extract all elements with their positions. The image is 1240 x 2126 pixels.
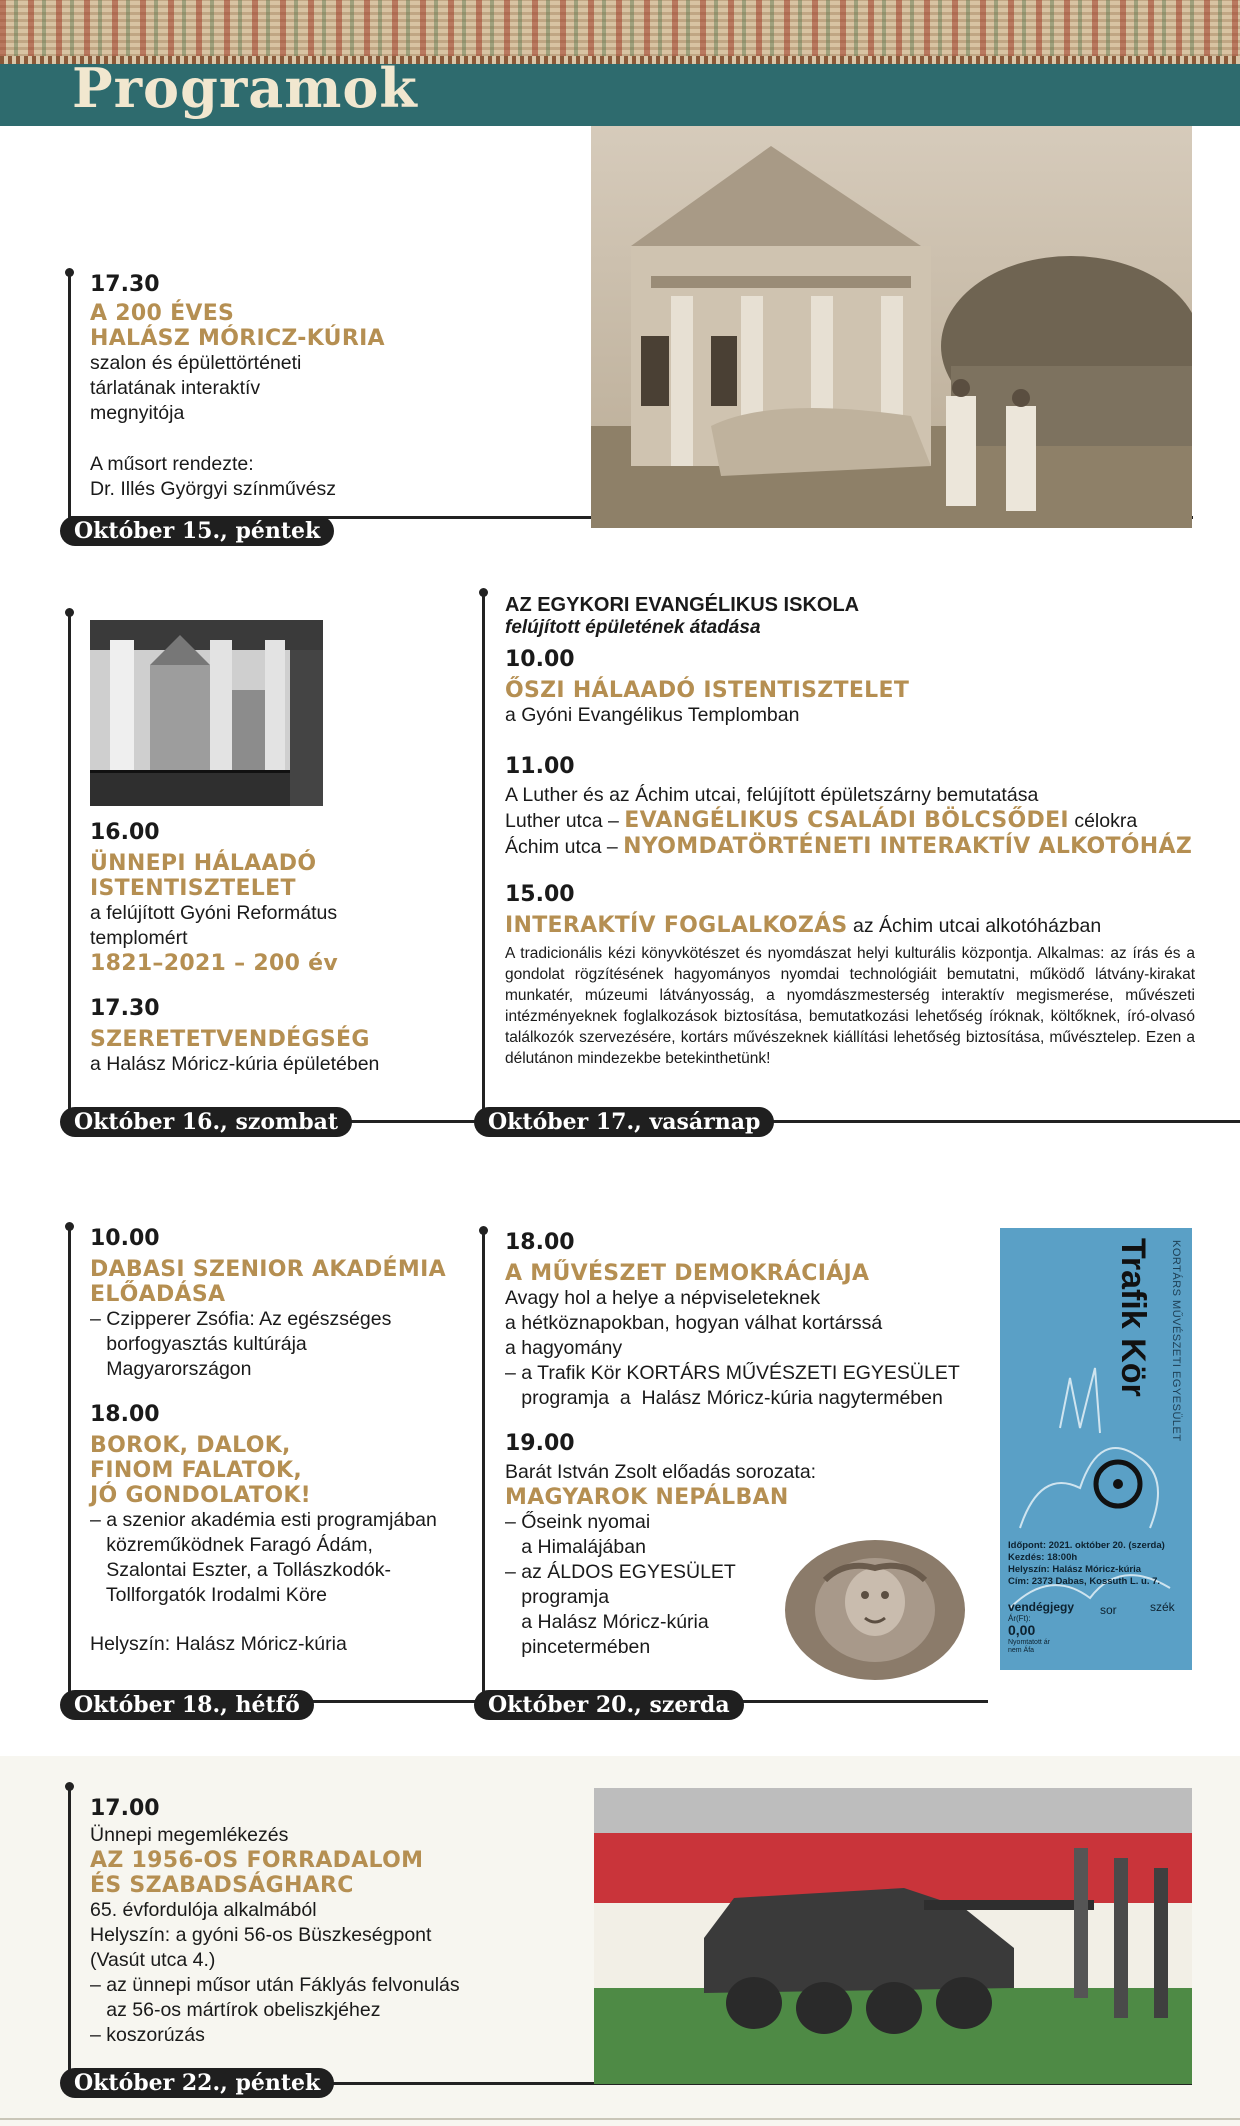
- timeline-dot: [65, 268, 74, 277]
- event-oct22: [90, 1796, 590, 2048]
- decorative-embroidery-border: [0, 0, 1240, 64]
- timeline-line: [482, 592, 485, 1122]
- event-subheading: felújított épületének átadása: [505, 617, 761, 638]
- date-badge: Október 20., szerda: [474, 1690, 744, 1720]
- event-title-line: HALÁSZ MÓRICZ-KÚRIA: [90, 326, 385, 351]
- ticket-price-label: Ár(Ft):: [1008, 1614, 1031, 1623]
- ticket-date: Időpont: 2021. október 20. (szerda): [1008, 1540, 1165, 1551]
- event-title-line: DABASI SZENIOR AKADÉMIA: [90, 1257, 446, 1282]
- line-prefix: Áchim utca –: [505, 836, 624, 858]
- event-desc-line: programja: [505, 1586, 610, 1608]
- event-desc-line: Szalontai Eszter, a Tollászkodók-: [90, 1559, 391, 1581]
- ticket-address: Cím: 2373 Dabas, Kossuth L. u. 7.: [1008, 1576, 1161, 1587]
- ticket-note: Nyomtatott ár: [1008, 1639, 1051, 1646]
- event-desc-line: (Vasút utca 4.): [90, 1949, 216, 1971]
- event-credit-line: A műsort rendezte:: [90, 453, 254, 475]
- event-title-line: ISTENTISZTELET: [90, 876, 296, 901]
- ticket-venue: Helyszín: Halász Móricz-kúria: [1008, 1564, 1142, 1575]
- event-desc-line: pincetermében: [505, 1636, 651, 1658]
- event-desc-line: – Őseink nyomai: [505, 1511, 651, 1533]
- event-desc-line: programja a Halász Móricz-kúria nagytermében: [505, 1387, 943, 1409]
- event-time: 17.30: [90, 272, 160, 297]
- event-highlight: 1821–2021 – 200 év: [90, 951, 339, 976]
- page-title: Programok: [72, 56, 418, 120]
- event-desc-line: szalon és épülettörténeti: [90, 352, 302, 374]
- timeline-line: [482, 1230, 485, 1700]
- timeline-line: [68, 612, 71, 1122]
- ticket-brand: Trafik Kör: [1114, 1238, 1152, 1397]
- event-time: 19.00: [505, 1431, 575, 1456]
- timeline-line: [68, 272, 71, 517]
- date-badge: Október 18., hétfő: [60, 1690, 314, 1720]
- ticket-note: nem Áfa: [1008, 1647, 1035, 1654]
- timeline-dot: [65, 1782, 74, 1791]
- event-title-line: AZ 1956-OS FORRADALOM: [90, 1848, 424, 1873]
- timeline-dot: [65, 1222, 74, 1231]
- event-title-line: SZERETETVENDÉGSÉG: [90, 1027, 370, 1052]
- event-title-line: A 200 ÉVES: [90, 301, 235, 326]
- event-title-line: BOROK, DALOK,: [90, 1433, 291, 1458]
- event-time: 10.00: [90, 1226, 160, 1251]
- kuria-historic-photo: [591, 126, 1192, 528]
- event-title-suffix: az Áchim utcai alkotóházban: [847, 915, 1102, 937]
- event-time: 17.00: [90, 1796, 160, 1821]
- ticket-seat: szék: [1150, 1600, 1175, 1614]
- line-suffix: célokra: [1068, 810, 1138, 832]
- event-oct18: [90, 1226, 480, 1657]
- event-title-line: ÉS SZABADSÁGHARC: [90, 1873, 354, 1898]
- event-desc: A Luther és az Áchim utcai, felújított épületszárny bemutatása: [505, 784, 1039, 806]
- event-desc-line: a Himalájában: [505, 1536, 646, 1558]
- event-desc-line: – az ünnepi műsor után Fáklyás felvonulás: [90, 1974, 460, 1996]
- date-badge: Október 17., vasárnap: [474, 1107, 774, 1137]
- event-intro: Barát István Zsolt előadás sorozata:: [505, 1461, 817, 1483]
- event-line: [505, 834, 1195, 860]
- footer-rule: [0, 2118, 1240, 2120]
- event-title: ŐSZI HÁLAADÓ ISTENTISZTELET: [505, 678, 910, 703]
- event-title-line: JÓ GONDOLATOK!: [90, 1483, 312, 1508]
- event-credit-line: Dr. Illés Györgyi színművész: [90, 478, 336, 500]
- timeline-dot: [65, 608, 74, 617]
- event-desc-line: Magyarországon: [90, 1358, 252, 1380]
- event-desc-line: az 56-os mártírok obeliszkjéhez: [90, 1999, 381, 2021]
- event-time: 11.00: [505, 754, 575, 779]
- event-oct15: [90, 272, 570, 502]
- event-desc: a Gyóni Evangélikus Templomban: [505, 704, 800, 726]
- event-desc-line: Tollforgatók Irodalmi Köre: [90, 1584, 327, 1606]
- date-badge: Október 16., szombat: [60, 1107, 352, 1137]
- church-porch-photo: [90, 620, 323, 806]
- event-title-line: ELŐADÁSA: [90, 1282, 226, 1307]
- event-paragraph: A tradicionális kézi könyvkötészet és nyomdászat helyi kulturális központja. Alkalmas: az írás és a gondolat rögzítésének hagyományos nyomdai technológiáit bemutatni, működő látvány-kirakat munkatér, múzeumi látványosság, a nyomdászmesterség interaktív megismerése, művészeti intézményeknek foglalkozások biztosítása, bemutatkozási lehetőség íróknak, költőknek, író-olvasó találkozók szervezésére, kortárs művészeknek kiállítási lehetőség biztosítása, művésztelep. Ezen a délutánon mindezekbe betekinthetünk!: [505, 945, 1195, 1067]
- timeline-line: [68, 1226, 71, 1701]
- event-desc-line: – a szenior akadémia esti programjában: [90, 1509, 437, 1531]
- event-title: A MŰVÉSZET DEMOKRÁCIÁJA: [505, 1261, 870, 1286]
- timeline-line: [68, 1786, 71, 2082]
- event-title-line: FINOM FALATOK,: [90, 1458, 303, 1483]
- event-desc-line: – a Trafik Kör KORTÁRS MŰVÉSZETI EGYESÜLET: [505, 1362, 960, 1384]
- event-title-row: [505, 913, 1195, 939]
- event-time: 15.00: [505, 882, 575, 907]
- event-oct17: [505, 594, 1195, 1069]
- event-oct16: [90, 820, 390, 1077]
- event-desc-line: Avagy hol a helye a népviseleteknek: [505, 1287, 821, 1309]
- tank-1956-photo: [594, 1788, 1192, 2084]
- line-gold: EVANGÉLIKUS CSALÁDI BÖLCSŐDEI: [624, 808, 1069, 833]
- event-title: MAGYAROK NEPÁLBAN: [505, 1485, 789, 1510]
- event-desc-line: borfogyasztás kultúrája: [90, 1333, 307, 1355]
- event-time: 18.00: [505, 1230, 575, 1255]
- event-desc-line: a hétköznapokban, hogyan válhat kortárssá: [505, 1312, 883, 1334]
- event-time: 16.00: [90, 820, 160, 845]
- line-prefix: Luther utca –: [505, 810, 625, 832]
- event-title-line: ÜNNEPI HÁLAADÓ: [90, 851, 317, 876]
- timeline-dot: [479, 588, 488, 597]
- event-desc-line: – koszorúzás: [90, 2024, 205, 2046]
- event-desc-line: Helyszín: a gyóni 56-os Büszkeségpont: [90, 1924, 432, 1946]
- ticket-row: sor: [1100, 1603, 1117, 1617]
- event-line: [505, 808, 1195, 834]
- event-time: 18.00: [90, 1402, 160, 1427]
- event-desc-line: – az ÁLDOS EGYESÜLET: [505, 1561, 736, 1583]
- stone-carving-photo: [785, 1540, 965, 1680]
- line-gold: NYOMDATÖRTÉNETI INTERAKTÍV ALKOTÓHÁZ: [623, 834, 1193, 859]
- event-desc-line: a Halász Móricz-kúria: [505, 1611, 709, 1633]
- event-pre: Ünnepi megemlékezés: [90, 1824, 289, 1846]
- trafik-kor-ticket: [1000, 1228, 1192, 1670]
- ticket-subtitle: KORTÁRS MŰVÉSZETI EGYESÜLET: [1170, 1240, 1182, 1442]
- event-desc-line: – Czipperer Zsófia: Az egészséges: [90, 1308, 392, 1330]
- event-desc-line: templomért: [90, 927, 188, 949]
- event-desc-line: megnyitója: [90, 402, 185, 424]
- event-desc-line: tárlatának interaktív: [90, 377, 261, 399]
- date-badge: Október 22., péntek: [60, 2068, 334, 2098]
- ticket-guest: vendégjegy: [1008, 1600, 1075, 1614]
- event-desc-line: a felújított Gyóni Református: [90, 902, 338, 924]
- event-title: INTERAKTÍV FOGLALKOZÁS: [505, 913, 848, 938]
- event-time: 10.00: [505, 647, 575, 672]
- date-badge: Október 15., péntek: [60, 516, 334, 546]
- ticket-start: Kezdés: 18:00h: [1008, 1552, 1078, 1563]
- event-heading: AZ EGYKORI EVANGÉLIKUS ISKOLA: [505, 594, 860, 616]
- event-location: Helyszín: Halász Móricz-kúria: [90, 1633, 347, 1655]
- event-time: 17.30: [90, 996, 160, 1021]
- ticket-price: 0,00: [1008, 1622, 1036, 1638]
- event-desc-line: közreműködnek Faragó Ádám,: [90, 1534, 373, 1556]
- event-desc-line: a hagyomány: [505, 1337, 623, 1359]
- ticket-info: [1008, 1540, 1165, 1588]
- timeline-dot: [479, 1226, 488, 1235]
- event-desc-line: a Halász Móricz-kúria épületében: [90, 1053, 380, 1075]
- event-desc-line: 65. évfordulója alkalmából: [90, 1899, 317, 1921]
